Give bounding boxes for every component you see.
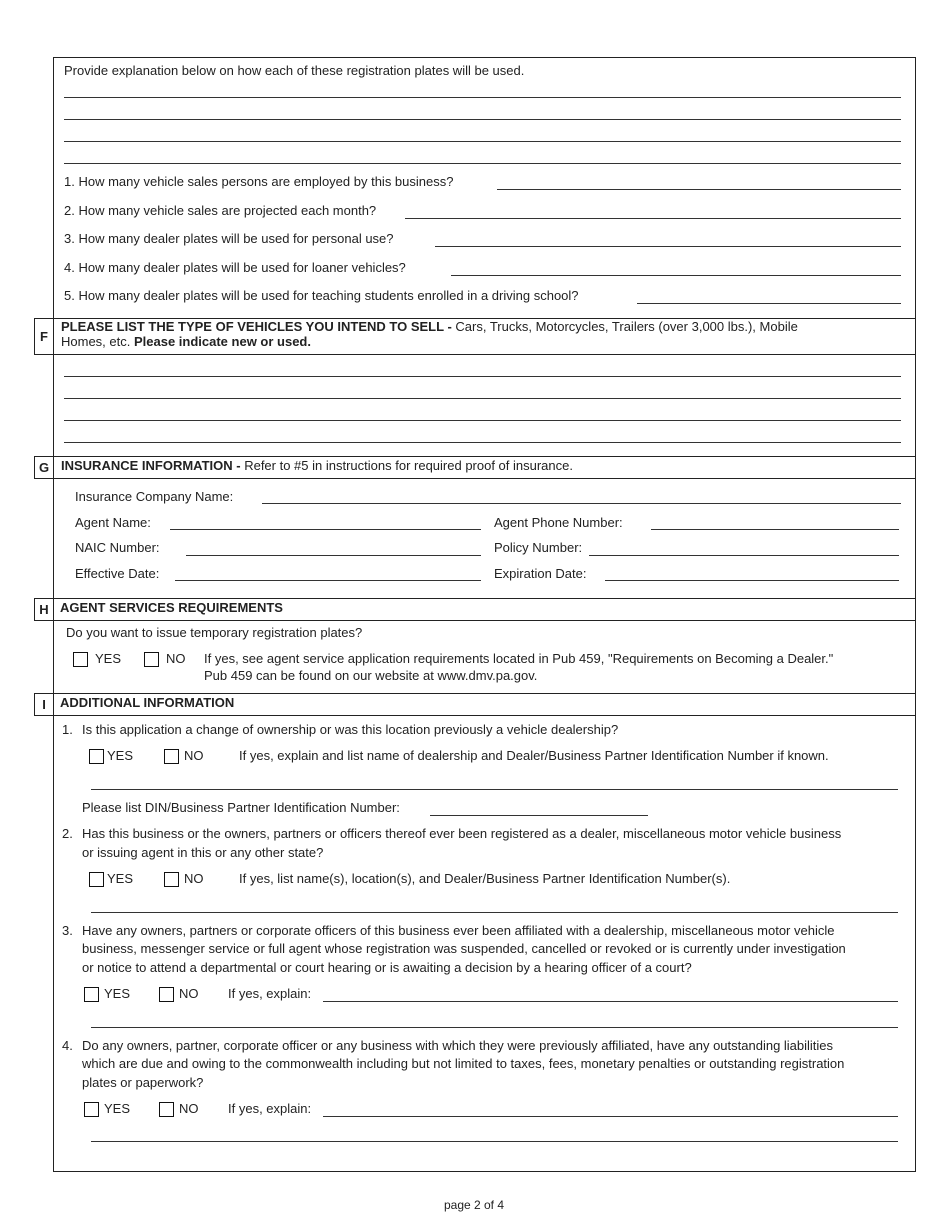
q3-number: 3.: [62, 923, 73, 938]
question-1-field[interactable]: [497, 189, 901, 190]
vehicle-type-line[interactable]: [64, 420, 901, 421]
divider: [53, 620, 916, 621]
no-label: NO: [184, 871, 204, 886]
section-i-letter: I: [34, 693, 54, 716]
q4-text: which are due and owing to the commonwealth including but not limited to taxes, fees, monetary penalties or outstanding registration: [82, 1056, 845, 1071]
insurance-company-field[interactable]: [262, 503, 901, 504]
din-label: Please list DIN/Business Partner Identification Number:: [82, 800, 400, 815]
explanation-line[interactable]: [64, 97, 901, 98]
yes-label: YES: [107, 748, 134, 763]
din-field[interactable]: [430, 815, 648, 816]
vehicle-type-line[interactable]: [64, 398, 901, 399]
divider: [53, 456, 916, 457]
section-f-heading-2: [61, 334, 311, 350]
q1-explain-field[interactable]: [91, 789, 898, 790]
question-5: 5. How many dealer plates will be used for teaching students enrolled in a driving school?: [64, 288, 579, 303]
q2-explain-field[interactable]: [91, 912, 898, 913]
divider: [53, 354, 916, 355]
section-f-bold: Please indicate new or used.: [133, 334, 311, 349]
section-f-letter: F: [34, 318, 54, 355]
yes-label: YES: [104, 1101, 131, 1116]
q4-text: Do any owners, partner, corporate officer or any business with which they were previously affiliated, have any outstanding liabilities: [82, 1038, 834, 1053]
q1-yes-checkbox[interactable]: [89, 749, 104, 764]
no-label: NO: [184, 748, 204, 763]
divider: [53, 715, 916, 716]
divider: [53, 693, 916, 694]
q4-explain-label: If yes, explain:: [228, 1101, 312, 1116]
pub-459-note: If yes, see agent service application requirements located in Pub 459, "Requirements on Becoming a Dealer.": [204, 651, 834, 666]
intro-text: Provide explanation below on how each of these registration plates will be used.: [64, 63, 525, 78]
q1-note: If yes, explain and list name of dealership and Dealer/Business Partner Identification Number if known.: [239, 748, 829, 763]
policy-number-field[interactable]: [589, 555, 899, 556]
q1-text: Is this application a change of ownership or was this location previously a vehicle dealership?: [82, 722, 619, 737]
question-2-field[interactable]: [405, 218, 901, 219]
policy-number-label: Policy Number:: [494, 540, 583, 555]
no-label: NO: [166, 651, 186, 666]
q3-text: Have any owners, partners or corporate officers of this business ever been affiliated with a dealership, miscellaneous motor vehicle: [82, 923, 835, 938]
vehicle-type-line[interactable]: [64, 442, 901, 443]
effective-date-field[interactable]: [175, 580, 481, 581]
section-g-title: INSURANCE INFORMATION -: [61, 458, 241, 473]
q4-yes-checkbox[interactable]: [84, 1102, 99, 1117]
temp-plates-question: Do you want to issue temporary registration plates?: [66, 625, 363, 640]
q2-yes-checkbox[interactable]: [89, 872, 104, 887]
insurance-company-label: Insurance Company Name:: [75, 489, 234, 504]
question-4-field[interactable]: [451, 275, 901, 276]
agent-phone-label: Agent Phone Number:: [494, 515, 623, 530]
no-label: NO: [179, 986, 199, 1001]
agent-name-label: Agent Name:: [75, 515, 151, 530]
q4-number: 4.: [62, 1038, 73, 1053]
q3-explain-field[interactable]: [323, 1001, 898, 1002]
q3-yes-checkbox[interactable]: [84, 987, 99, 1002]
section-f-heading: [61, 319, 798, 335]
naic-field[interactable]: [186, 555, 481, 556]
pub-459-website-note: Pub 459 can be found on our website at www.dmv.pa.gov.: [204, 668, 538, 683]
q3-explain-label: If yes, explain:: [228, 986, 312, 1001]
q3-no-checkbox[interactable]: [159, 987, 174, 1002]
q3-text: or notice to attend a departmental or court hearing or is awaiting a decision by a hearing officer of a court?: [82, 960, 692, 975]
yes-label: YES: [107, 871, 134, 886]
expiration-date-label: Expiration Date:: [494, 566, 587, 581]
page-number: page 2 of 4: [443, 1198, 505, 1212]
agent-name-field[interactable]: [170, 529, 481, 530]
section-f-text: Cars, Trucks, Motorcycles, Trailers (over 3,000 lbs.), Mobile: [451, 319, 798, 334]
section-h-letter: H: [34, 598, 54, 621]
q3-explain-field-2[interactable]: [91, 1027, 898, 1028]
section-g-heading: [61, 458, 573, 474]
effective-date-label: Effective Date:: [75, 566, 160, 581]
question-2: 2. How many vehicle sales are projected each month?: [64, 203, 377, 218]
section-h-title: AGENT SERVICES REQUIREMENTS: [60, 600, 283, 615]
section-g-text: Refer to #5 in instructions for required proof of insurance.: [240, 458, 573, 473]
explanation-line[interactable]: [64, 141, 901, 142]
question-3: 3. How many dealer plates will be used for personal use?: [64, 231, 394, 246]
q2-text: Has this business or the owners, partners or officers thereof ever been registered as a dealer, miscellaneous motor vehicle business: [82, 826, 842, 841]
question-5-field[interactable]: [637, 303, 901, 304]
explanation-line[interactable]: [64, 119, 901, 120]
yes-label: YES: [95, 651, 122, 666]
explanation-line[interactable]: [64, 163, 901, 164]
vehicle-type-line[interactable]: [64, 376, 901, 377]
q1-no-checkbox[interactable]: [164, 749, 179, 764]
q4-text: plates or paperwork?: [82, 1075, 204, 1090]
q4-explain-field[interactable]: [323, 1116, 898, 1117]
q2-number: 2.: [62, 826, 73, 841]
q1-number: 1.: [62, 722, 73, 737]
q4-no-checkbox[interactable]: [159, 1102, 174, 1117]
q2-no-checkbox[interactable]: [164, 872, 179, 887]
section-f-text2: Homes, etc.: [61, 334, 134, 349]
temp-plates-yes-checkbox[interactable]: [73, 652, 88, 667]
agent-phone-field[interactable]: [651, 529, 899, 530]
divider: [53, 598, 916, 599]
expiration-date-field[interactable]: [605, 580, 899, 581]
section-f-title: PLEASE LIST THE TYPE OF VEHICLES YOU INTEND TO SELL -: [61, 319, 452, 334]
section-g-letter: G: [34, 456, 54, 479]
temp-plates-no-checkbox[interactable]: [144, 652, 159, 667]
q2-text: or issuing agent in this or any other state?: [82, 845, 324, 860]
yes-label: YES: [104, 986, 131, 1001]
q3-text: business, messenger service or full agent whose registration was suspended, cancelled or revoked or is currently under investigation: [82, 941, 846, 956]
q4-explain-field-2[interactable]: [91, 1141, 898, 1142]
question-1: 1. How many vehicle sales persons are employed by this business?: [64, 174, 454, 189]
divider: [53, 478, 916, 479]
section-i-title: ADDITIONAL INFORMATION: [60, 695, 235, 710]
no-label: NO: [179, 1101, 199, 1116]
q2-note: If yes, list name(s), location(s), and Dealer/Business Partner Identification Number(s).: [239, 871, 731, 886]
question-4: 4. How many dealer plates will be used for loaner vehicles?: [64, 260, 406, 275]
naic-label: NAIC Number:: [75, 540, 160, 555]
question-3-field[interactable]: [435, 246, 901, 247]
